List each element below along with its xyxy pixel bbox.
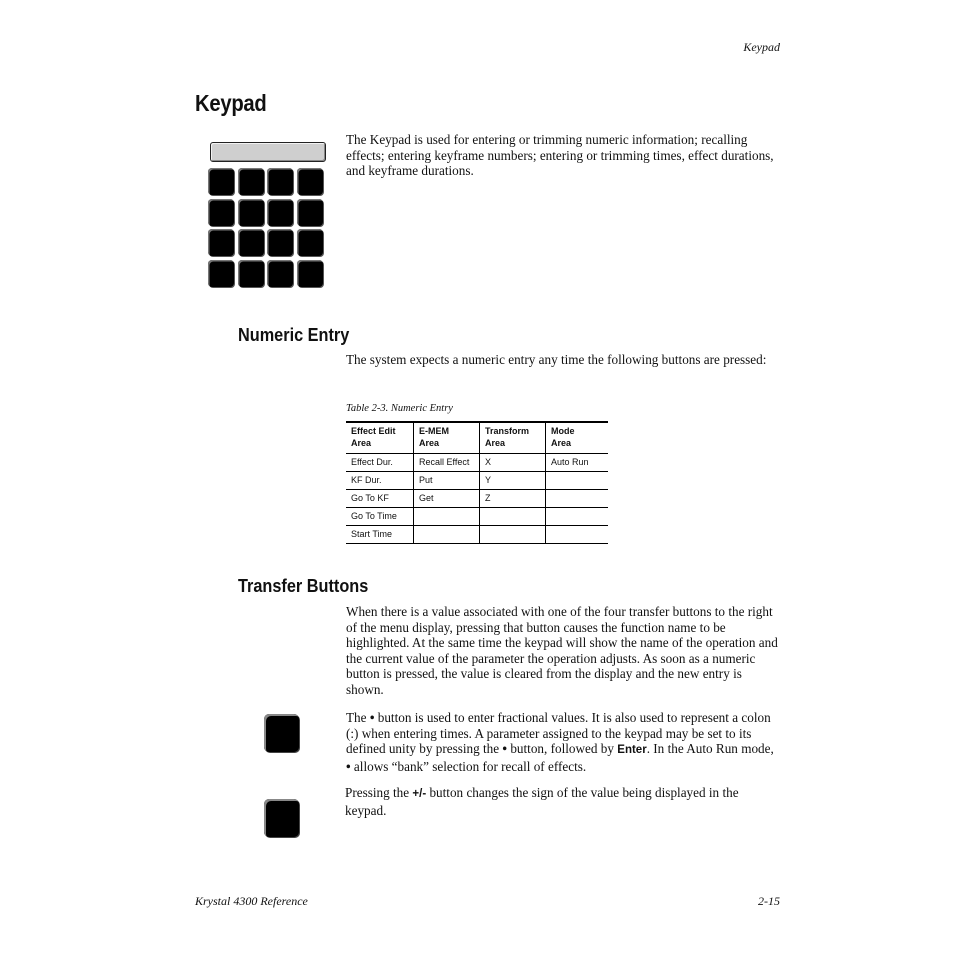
column-header: E-MEM Area — [414, 422, 480, 453]
table-cell — [414, 525, 480, 543]
table-cell — [546, 471, 609, 489]
running-header: Keypad — [743, 40, 780, 54]
table-cell — [546, 489, 609, 507]
table-cell — [480, 525, 546, 543]
numeric-entry-paragraph: The system expects a numeric entry any time the following buttons are pressed: — [346, 352, 767, 367]
dot-key-icon — [264, 714, 299, 752]
table-cell — [546, 525, 609, 543]
table-row — [346, 525, 608, 543]
plus-minus-paragraph: Pressing the +/- button changes the sign of the value being displayed in the keypad. — [345, 785, 739, 818]
table-cell: Put — [414, 471, 480, 489]
keypad-key — [238, 199, 264, 226]
table-header-row — [346, 422, 608, 453]
table-cell: Go To Time — [346, 507, 414, 525]
intro-paragraph: The Keypad is used for entering or trimming numeric information; recalling effects; entering keyframe numbers; entering or trimming times, effect durations, and keyframe durations. — [346, 132, 774, 178]
column-header: Transform Area — [480, 422, 546, 453]
keypad-key — [267, 199, 293, 226]
table-cell: Z — [480, 489, 546, 507]
keypad-key — [238, 260, 264, 287]
page-title: Keypad — [195, 90, 267, 116]
table-cell: Effect Dur. — [346, 453, 414, 471]
keypad-key — [297, 229, 323, 256]
page-number: 2-15 — [758, 894, 780, 908]
table-cell — [414, 507, 480, 525]
table-cell: Y — [480, 471, 546, 489]
numeric-entry-table — [346, 421, 608, 544]
column-header: Effect Edit Area — [346, 422, 414, 453]
keypad-key — [238, 229, 264, 256]
column-header: Mode Area — [546, 422, 609, 453]
transfer-paragraph: When there is a value associated with one of the four transfer buttons to the right of the menu display, pressing that button causes the function name to be highlighted. At the same time the keypad will show the name of the operation and the current value of the parameter the operation adjusts. As soon as a numeric button is pressed, the value is cleared from the display and the new entry is shown. — [346, 604, 778, 697]
keypad-key — [238, 168, 264, 195]
table-cell — [546, 507, 609, 525]
footer-title: Krystal 4300 Reference — [195, 894, 308, 908]
keypad-key — [267, 260, 293, 287]
keypad-display — [210, 142, 326, 162]
keypad-key — [208, 229, 234, 256]
dot-button-paragraph: The • button is used to enter fractional values. It is also used to represent a colon (:) when entering times. A parameter assigned to the keypad may be set to its defined unity by pressing the • button, followed by Enter. In the Auto Run mode, • allows “bank” selection for recall of effects. — [346, 710, 774, 774]
keypad-key — [208, 168, 234, 195]
table-cell: Get — [414, 489, 480, 507]
keypad-key — [267, 168, 293, 195]
table-caption: Table 2-3. Numeric Entry — [346, 403, 453, 414]
keypad-key — [297, 168, 323, 195]
keypad-key — [208, 199, 234, 226]
table-row — [346, 471, 608, 489]
table-cell: Recall Effect — [414, 453, 480, 471]
keypad-key — [267, 229, 293, 256]
keypad-grid — [208, 168, 323, 287]
table-cell: KF Dur. — [346, 471, 414, 489]
table-cell — [480, 507, 546, 525]
plus-minus-key-icon — [264, 799, 299, 837]
table-row — [346, 507, 608, 525]
numeric-entry-heading: Numeric Entry — [238, 324, 350, 345]
table-cell: Start Time — [346, 525, 414, 543]
table-row — [346, 489, 608, 507]
table-row — [346, 453, 608, 471]
transfer-buttons-heading: Transfer Buttons — [238, 575, 369, 596]
keypad-key — [297, 260, 323, 287]
table-cell: X — [480, 453, 546, 471]
table-cell: Auto Run — [546, 453, 609, 471]
keypad-key — [297, 199, 323, 226]
keypad-key — [208, 260, 234, 287]
table-cell: Go To KF — [346, 489, 414, 507]
